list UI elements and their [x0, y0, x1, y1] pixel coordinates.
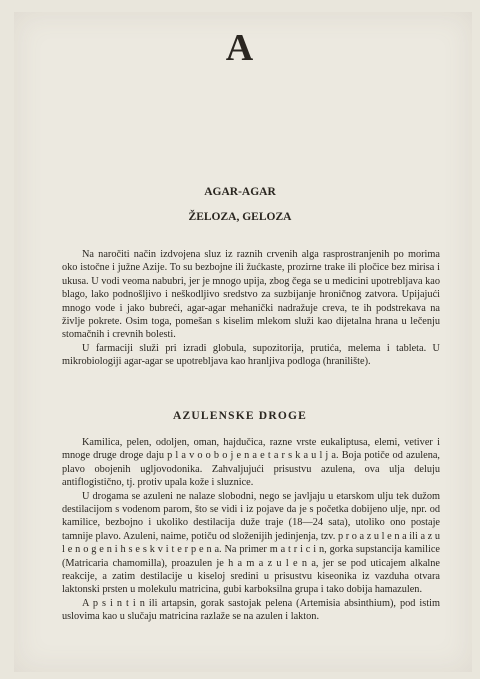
azulen-text — [62, 436, 440, 624]
azulen-paragraph-2: U drogama se azuleni ne nalaze slobodni, nego se javljaju u etarskom ulju tek dužom destilacijom s vodenom parom, što se vidi i iz pojave da je s početka dobijeno ulje, npr. od kamilice, bezbojno i ukoliko destilacija duže traje (18—24 sata), utoliko ono postaje tamnije plavo. Azuleni, naime, potiču od složenijih jedinjenja, tzv. p r o a z u l e n a ili a z u l e n o g e n i h s e s k v i t e r p e n a. Na primer m a t r i c i n, gorka supstancija kamilice (Matricaria chamomilla), proazulen je h a m a z u l e n a, jer se pod uticajem alkalne reakcije, a zatim destilacije u kiseloj sredini u prisustvu kiseonika iz vazduha otvara laktonski prsten u molekulu matricina, gubi karboksilna grupa i tako dobija hamazulen. — [62, 490, 440, 596]
azulen-paragraph-1: Kamilica, pelen, odoljen, oman, hajdučica, razne vrste eukaliptusa, elemi, vetiver i mnoge druge droge daju p l a v o o b o j e n a e t a r s k a u l j a. Boja potiče od azulena, plavo obojenih ugljovodonika. Zahvaljujući prisustvu azulena, ova ulja deluju antiflogistično, tj. protiv upala kože i sluznice. — [62, 437, 440, 489]
azulen-paragraph-3: A p s i n t i n ili artapsin, gorak sastojak pelena (Artemisia absinthium), pod istim uslovima kao u slučaju matricina razlaže se na azulen i lakton. — [62, 597, 440, 623]
agar-paragraph-2: U farmaciji služi pri izradi globula, supozitorija, prutića, melema i tableta. U mikrobiologiji agar-agar se upotrebljava kao hranljiva podloga (hranilište). — [62, 342, 440, 368]
agar-text — [62, 248, 440, 369]
section-title-azulen: AZULENSKE DROGE — [173, 410, 307, 422]
agar-paragraph-1: Na naročiti način izdvojena sluz iz raznih crvenih alga rasprostranjenih po morima oko istočne i južne Azije. To su bezbojne ili žućkaste, prozirne trake ili pločice bez mirisa i ukusa. U vodi veoma nabubri, jer je mnogo upija, zbog čega se u medicini upotrebljava kao blago, lako podnošljivo i neškodljivo sredstvo za suzbijanje hroničnog zatvora. Upijajući mnogo vode i jako bubreći, agar-agar mehanički nadražuje creva, te ih podstrekava na življe pokrete. Osim toga, pomešan s kiselim mlekom služi kao dijetalna hrana u lečenju stomačnih i crevnih bolesti. — [62, 249, 440, 341]
section-letter: A — [225, 27, 255, 69]
section-subtitle-agar: ŽELOZA, GELOZA — [188, 211, 292, 223]
section-title-agar: AGAR-AGAR — [204, 186, 276, 198]
